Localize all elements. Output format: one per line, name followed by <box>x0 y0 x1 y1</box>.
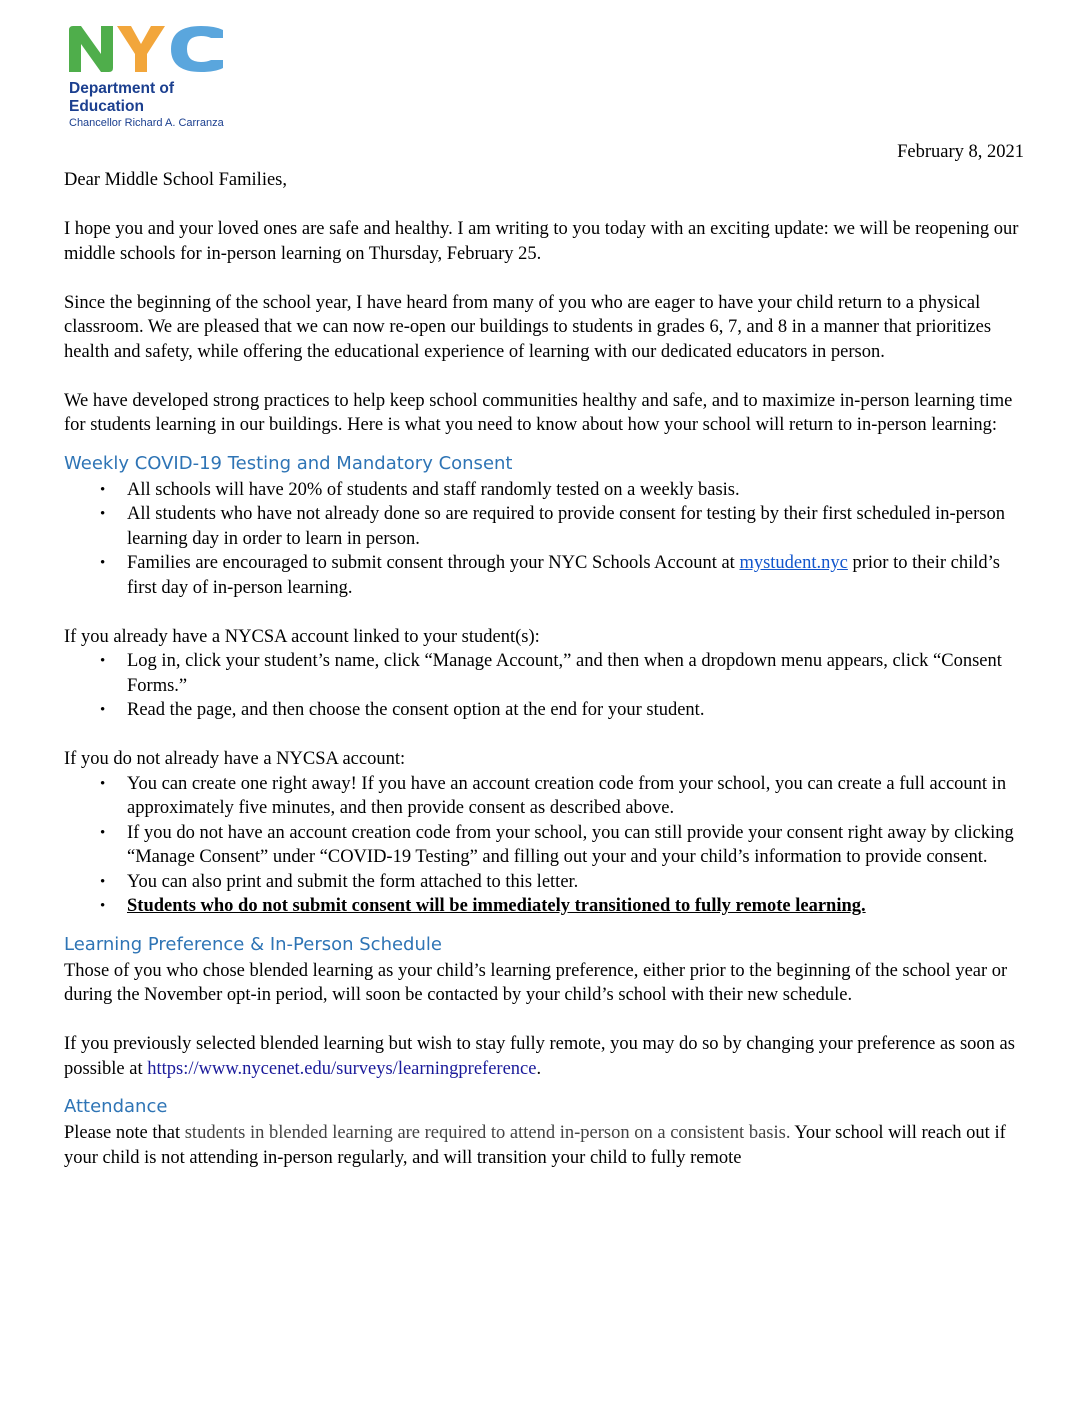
list-item: • If you do not have an account creation code from your school, you can still provide your consent right away by clicking “Manage Consent” under “COVID-19 Testing” and filling out your and your child’s information to provide consent. <box>100 822 1014 867</box>
no-account-list <box>64 772 1024 919</box>
list-item: • All students who have not already done so are required to provide consent for testing by their first scheduled in-person learning day in order to learn in person. <box>100 504 1006 549</box>
list-item: • Read the page, and then choose the consent option at the end for your student. <box>64 698 1024 723</box>
bullet-icon: • <box>100 555 106 571</box>
bullet-icon: • <box>100 506 106 522</box>
testing-bullet-list <box>64 478 1024 601</box>
logo-y-shape <box>117 26 165 72</box>
list-item: • You can also print and submit the form attached to this letter. <box>64 870 1024 895</box>
heading-learning-preference: Learning Preference & In-Person Schedule <box>64 933 442 955</box>
list-item <box>64 894 1024 919</box>
nyc-doe-logo <box>67 24 247 134</box>
list-item: • All schools will have 20% of students and staff randomly tested on a weekly basis. <box>64 478 1024 503</box>
list-item: • Log in, click your student’s name, click “Manage Account,” and then when a dropdown menu appears, click “Consent Forms.” <box>100 651 1002 696</box>
letter-date: February 8, 2021 <box>897 142 1024 162</box>
bullet-icon: • <box>100 702 106 718</box>
bullet-icon: • <box>100 824 106 841</box>
logo-n-shape <box>69 26 113 72</box>
logo-dept-line2: Education <box>69 98 144 115</box>
nyc-logo-letters-icon <box>67 24 225 74</box>
paragraph-intro: I hope you and your loved ones are safe and healthy. I am writing to you today with an exciting update: we will be reopening our middle schools for in-person learning on Thursday, February 25. <box>64 219 1019 264</box>
no-account-intro: If you do not already have a NYCSA account: <box>64 749 406 769</box>
logo-chancellor: Chancellor Richard A. Carranza <box>69 117 224 129</box>
bullet-icon: • <box>100 775 106 792</box>
have-account-list <box>64 649 1024 723</box>
bullet-icon: • <box>100 898 106 914</box>
learning-preference-link[interactable]: https://www.nycenet.edu/surveys/learningpreference <box>147 1058 537 1079</box>
mystudent-link[interactable]: mystudent.nyc <box>739 553 848 573</box>
paragraph-attendance: Please note that students in blended learning are required to attend in-person on a consistent basis. Your school will reach out if your child is not attending in-person regularly, and will transition your child to fully remote <box>64 1123 1006 1168</box>
paragraph-practices: We have developed strong practices to help keep school communities healthy and safe, and to maximize in-person learning time for students learning in our buildings. Here is what you need to know about how your school will return to in-person learning: <box>64 390 1013 435</box>
heading-testing-consent: Weekly COVID-19 Testing and Mandatory Consent <box>64 452 513 474</box>
letter-body <box>64 168 1024 1170</box>
bullet-icon: • <box>100 653 106 669</box>
have-account-intro: If you already have a NYCSA account linked to your student(s): <box>64 626 540 647</box>
paragraph-remote-option: If you previously selected blended learning but wish to stay fully remote, you may do so by changing your preference as soon as possible at https://www.nycenet.edu/surveys/learningpreference. <box>64 1034 1015 1079</box>
list-item: • Families are encouraged to submit consent through your NYC Schools Account at mystudent.nyc prior to their child’s first day of in-person learning. <box>100 553 1000 598</box>
heading-attendance: Attendance <box>64 1096 168 1117</box>
salutation: Dear Middle School Families, <box>64 170 287 190</box>
paragraph-return: Since the beginning of the school year, I have heard from many of you who are eager to have your child return to a physical classroom. We are pleased that we can now re-open our buildings to students in grades 6, 7, and 8 in a manner that prioritizes health and safety, while offering the educational experience of learning with our dedicated educators in person. <box>64 292 992 362</box>
bullet-icon: • <box>100 481 106 498</box>
logo-c-shape <box>171 26 223 72</box>
consent-warning: Students who do not submit consent will be immediately transitioned to fully remote learning. <box>127 896 866 916</box>
paragraph-blended: Those of you who chose blended learning as your child’s learning preference, either prior to the beginning of the school year or during the November opt-in period, will soon be contacted by your child’s school with their new schedule. <box>64 960 1008 1005</box>
list-item: • You can create one right away! If you have an account creation code from your school, you can create a full account in approximately five minutes, and then provide consent as described above. <box>100 773 1007 818</box>
bullet-icon: • <box>100 873 106 890</box>
logo-dept-line1: Department of <box>69 80 175 97</box>
